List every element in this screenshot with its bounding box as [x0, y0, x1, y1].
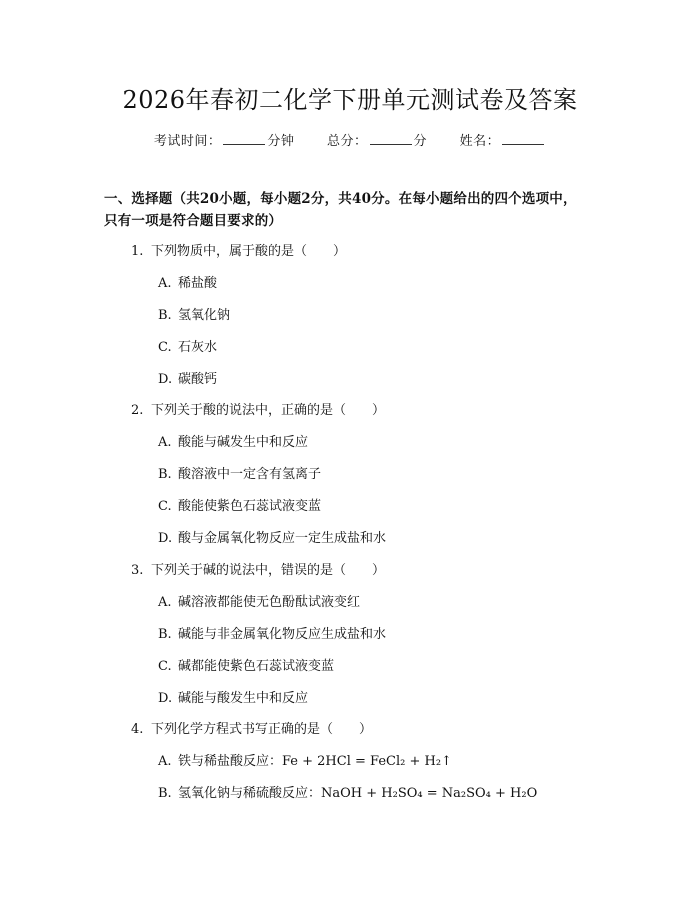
option-text: 酸能使紫色石蕊试液变蓝 [178, 499, 322, 514]
option-letter: D. [158, 531, 173, 546]
question-2-option-d[interactable] [158, 530, 386, 548]
question-3-option-d[interactable] [158, 690, 308, 708]
option-text: 酸能与碱发生中和反应 [178, 435, 309, 450]
question-3-option-a[interactable] [158, 594, 360, 612]
option-text: 铁与稀盐酸反应：Fe + 2HCl = FeCl₂ + H₂↑ [178, 754, 452, 769]
option-text: 碱能与酸发生中和反应 [178, 691, 309, 706]
exam-time-unit: 分钟 [267, 134, 295, 149]
page-title: 2026年春初二化学下册单元测试卷及答案 [122, 86, 578, 114]
question-text: 下列化学方程式书写正确的是（ ） [151, 722, 373, 737]
question-1-option-a[interactable] [158, 275, 217, 293]
option-text: 碱能与非金属氧化物反应生成盐和水 [178, 627, 387, 642]
option-text: 氢氧化钠与稀硫酸反应：NaOH + H₂SO₄ = Na₂SO₄ + H₂O [178, 786, 538, 801]
option-letter: B. [158, 308, 172, 323]
option-letter: A. [158, 595, 172, 610]
option-text: 碳酸钙 [178, 372, 218, 387]
option-letter: C. [158, 659, 172, 674]
question-3-option-b[interactable] [158, 626, 386, 644]
student-name-label: 姓名： [459, 134, 501, 149]
option-letter: B. [158, 786, 172, 801]
section-heading-line-1: 一、选择题（共20小题，每小题2分，共40分。在每小题给出的四个选项中， [104, 191, 577, 207]
option-text: 碱溶液都能使无色酚酞试液变红 [178, 595, 361, 610]
option-text: 碱都能使紫色石蕊试液变蓝 [178, 659, 335, 674]
total-score-unit: 分 [413, 134, 428, 149]
question-4-stem [131, 721, 372, 739]
exam-time-blank[interactable] [223, 132, 265, 145]
total-score-field [327, 134, 427, 149]
student-name-blank[interactable] [502, 132, 544, 145]
option-text: 酸溶液中一定含有氢离子 [178, 467, 322, 482]
question-text: 下列物质中，属于酸的是（ ） [151, 244, 347, 259]
question-text: 下列关于碱的说法中，错误的是（ ） [151, 563, 386, 578]
section-heading [104, 188, 604, 232]
question-1-option-d[interactable] [158, 371, 217, 389]
total-score-label: 总分： [326, 134, 368, 149]
option-letter: A. [158, 754, 172, 769]
option-text: 酸与金属氧化物反应一定生成盐和水 [178, 531, 387, 546]
option-letter: A. [158, 435, 172, 450]
option-letter: B. [158, 627, 172, 642]
question-2-option-c[interactable] [158, 498, 321, 516]
question-1-stem [131, 243, 346, 261]
option-text: 氢氧化钠 [178, 308, 231, 323]
total-score-blank[interactable] [370, 132, 412, 145]
question-number: 4. [131, 722, 144, 737]
exam-time-field [154, 134, 295, 149]
question-1-option-b[interactable] [158, 307, 230, 325]
exam-info-line [0, 132, 700, 151]
question-number: 2. [131, 403, 144, 418]
option-letter: A. [158, 276, 172, 291]
question-2-option-b[interactable] [158, 466, 321, 484]
question-4-option-b[interactable] [158, 785, 537, 803]
option-letter: D. [158, 691, 173, 706]
question-1-option-c[interactable] [158, 339, 217, 357]
option-letter: C. [158, 499, 172, 514]
option-letter: D. [158, 372, 173, 387]
exam-time-label: 考试时间： [153, 134, 222, 149]
question-2-stem [131, 402, 385, 420]
question-text: 下列关于酸的说法中，正确的是（ ） [151, 403, 386, 418]
section-heading-line-2: 只有一项是符合题目要求的） [104, 213, 283, 229]
question-3-stem [131, 562, 385, 580]
question-3-option-c[interactable] [158, 658, 334, 676]
question-number: 3. [131, 563, 144, 578]
option-text: 石灰水 [178, 340, 218, 355]
question-2-option-a[interactable] [158, 434, 308, 452]
student-name-field [460, 134, 547, 149]
question-4-option-a[interactable] [158, 753, 452, 771]
option-letter: C. [158, 340, 172, 355]
question-number: 1. [131, 244, 144, 259]
option-text: 稀盐酸 [178, 276, 218, 291]
option-letter: B. [158, 467, 172, 482]
